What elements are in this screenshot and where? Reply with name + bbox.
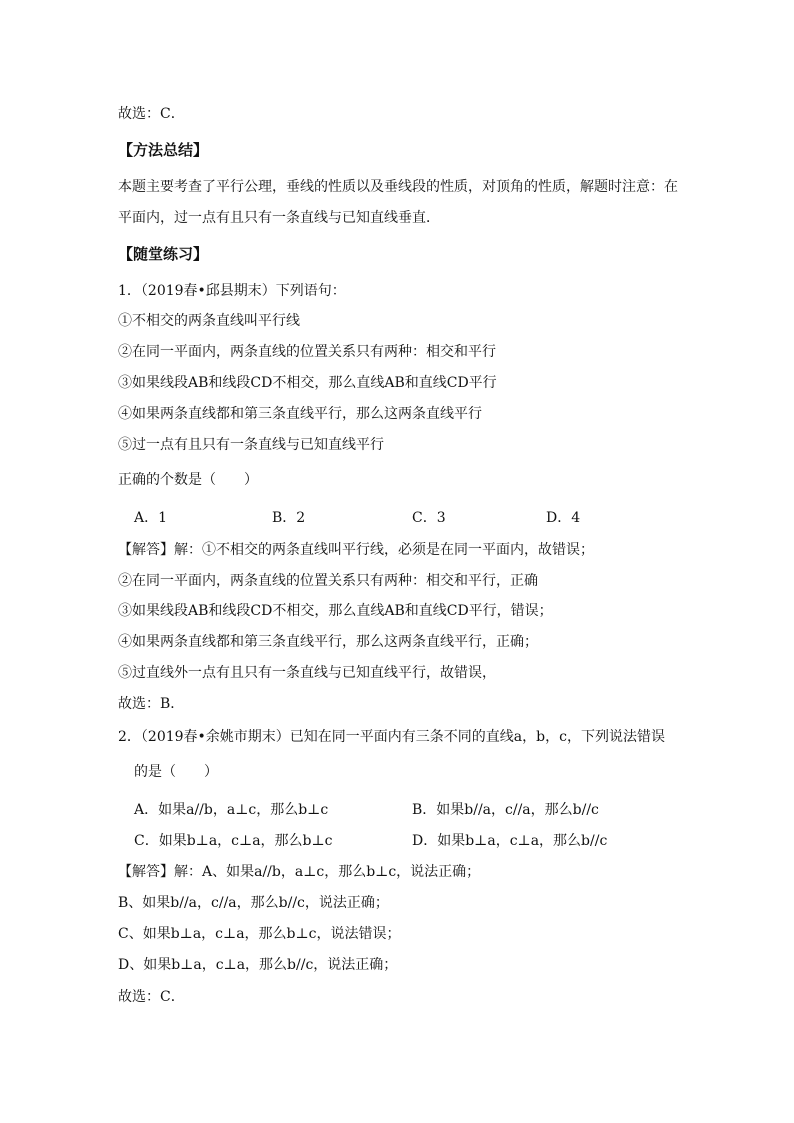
q2-solution-line-3: C、如果b⊥a，c⊥a，那么b⊥c，说法错误； bbox=[118, 926, 401, 942]
q2-option-c: C．如果b⊥a，c⊥a，那么b⊥c bbox=[134, 833, 333, 849]
q1-option-b: B．2 bbox=[272, 510, 306, 526]
q1-solution-line-4: ④如果两条直线都和第三条直线平行，那么这两条直线平行，正确； bbox=[118, 634, 538, 650]
prev-answer: 故选：C． bbox=[118, 106, 185, 122]
q1-option-c: C．3 bbox=[412, 510, 446, 526]
q1-option-a: A．1 bbox=[134, 510, 168, 526]
q1-statement-3: ③如果线段AB和线段CD不相交，那么直线AB和直线CD平行 bbox=[118, 375, 497, 391]
method-summary-heading: 【方法总结】 bbox=[118, 141, 209, 159]
q2-stem-line-2: 的是（ ） bbox=[134, 764, 218, 780]
q1-statement-1: ①不相交的两条直线叫平行线 bbox=[118, 313, 300, 329]
q2-option-a: A．如果a//b，a⊥c，那么b⊥c bbox=[134, 802, 329, 818]
practice-heading: 【随堂练习】 bbox=[118, 245, 209, 263]
q1-statement-4: ④如果两条直线都和第三条直线平行，那么这两条直线平行 bbox=[118, 406, 482, 422]
method-summary-line-2: 平面内，过一点有且只有一条直线与已知直线垂直． bbox=[118, 210, 440, 226]
q1-answer: 故选：B． bbox=[118, 696, 185, 712]
q2-answer: 故选：C． bbox=[118, 989, 185, 1005]
q2-option-b: B．如果b//a，c//a，那么b//c bbox=[412, 802, 599, 818]
q1-solution-line-2: ②在同一平面内，两条直线的位置关系只有两种：相交和平行，正确 bbox=[118, 573, 538, 589]
q2-solution-line-4: D、如果b⊥a，c⊥a，那么b//c，说法正确； bbox=[118, 957, 398, 973]
q2-option-d: D．如果b⊥a，c⊥a，那么b//c bbox=[412, 833, 608, 849]
q2-stem-line-1: 2．（2019春•余姚市期末）已知在同一平面内有三条不同的直线a，b，c，下列说法错误 bbox=[118, 729, 665, 745]
q1-statement-2: ②在同一平面内，两条直线的位置关系只有两种：相交和平行 bbox=[118, 344, 496, 360]
method-summary-line-1: 本题主要考查了平行公理，垂线的性质以及垂线段的性质，对顶角的性质，解题时注意：在 bbox=[118, 179, 678, 195]
q1-solution-line-3: ③如果线段AB和线段CD不相交，那么直线AB和直线CD平行，错误； bbox=[118, 603, 553, 619]
q1-option-d: D．4 bbox=[546, 510, 581, 526]
q1-solution-line-1: 【解答】解：①不相交的两条直线叫平行线，必须是在同一平面内，故错误； bbox=[118, 542, 594, 558]
q1-solution-line-5: ⑤过直线外一点有且只有一条直线与已知直线平行，故错误， bbox=[118, 665, 496, 681]
q1-prompt: 正确的个数是（ ） bbox=[118, 472, 258, 488]
q1-stem: 1．（2019春•邱县期末）下列语句： bbox=[118, 283, 346, 299]
q2-solution-line-2: B、如果b//a，c//a，那么b//c，说法正确； bbox=[118, 895, 389, 911]
q1-statement-5: ⑤过一点有且只有一条直线与已知直线平行 bbox=[118, 437, 384, 453]
q2-solution-line-1: 【解答】解：A、如果a//b，a⊥c，那么b⊥c，说法正确； bbox=[118, 864, 481, 880]
